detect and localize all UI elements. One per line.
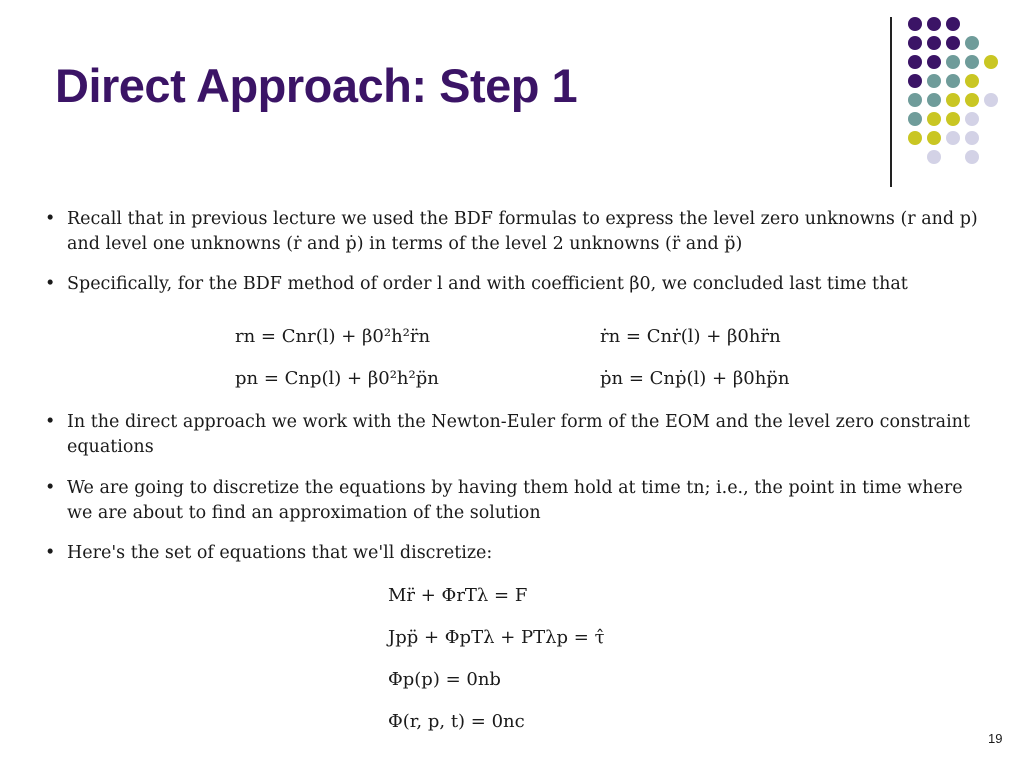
page-number: 19 — [988, 731, 1003, 746]
logo-dot — [927, 74, 941, 88]
logo-dot — [927, 93, 941, 107]
logo-dot — [927, 131, 941, 145]
logo-dot — [965, 150, 979, 164]
logo-dot — [965, 131, 979, 145]
title-divider — [890, 17, 892, 187]
bullet-item — [45, 207, 985, 257]
logo-dot — [965, 112, 979, 126]
bullet-text: Here's the set of equations that we'll discretize: — [67, 543, 493, 563]
bullet-marker: • — [45, 274, 56, 294]
logo-dot — [946, 55, 960, 69]
system-equation: Jpp̈ + ΦpTλ + PTλp = τ̂ — [388, 627, 605, 648]
bdf-equation: ṙn = Cnṙ(l) + β0hr̈n — [600, 326, 781, 347]
logo-dot — [908, 17, 922, 31]
bullet-item — [45, 541, 985, 566]
logo-dot — [927, 55, 941, 69]
logo-dot — [965, 93, 979, 107]
logo-dot — [908, 112, 922, 126]
bullet-marker: • — [45, 209, 56, 229]
bullet-item — [45, 476, 985, 526]
logo-dot-grid — [908, 12, 1008, 172]
logo-dot — [946, 93, 960, 107]
bullet-text: Specifically, for the BDF method of order l and with coefficient β0, we concluded last time that — [67, 274, 908, 294]
logo-dot — [927, 150, 941, 164]
logo-dot — [965, 36, 979, 50]
logo-dot — [927, 17, 941, 31]
bullet-item — [45, 410, 985, 460]
system-equation: Φp(p) = 0nb — [388, 669, 501, 690]
bullet-marker: • — [45, 543, 56, 563]
bullet-marker: • — [45, 478, 56, 498]
logo-dot — [946, 36, 960, 50]
logo-dot — [927, 112, 941, 126]
logo-dot — [908, 93, 922, 107]
bdf-equation: pn = Cnp(l) + β0²h²p̈n — [235, 368, 439, 389]
slide-title: Direct Approach: Step 1 — [55, 59, 578, 112]
logo-dot — [984, 93, 998, 107]
logo-dot — [908, 74, 922, 88]
logo-dot — [908, 36, 922, 50]
logo-dot — [908, 55, 922, 69]
logo-dot — [965, 74, 979, 88]
bullet-text: Recall that in previous lecture we used the BDF formulas to express the level zero unknowns (r and p) and level one unknowns (ṙ and ṗ) in terms of the level 2 unknowns (r̈ and p̈) — [67, 209, 978, 254]
logo-dot — [946, 131, 960, 145]
logo-dot — [927, 36, 941, 50]
bdf-equation: rn = Cnr(l) + β0²h²r̈n — [235, 326, 431, 347]
bullet-item — [45, 272, 985, 297]
bullet-text: We are going to discretize the equations by having them hold at time tn; i.e., the point in time where we are about to find an approximation of the solution — [67, 478, 963, 523]
logo-dot — [908, 131, 922, 145]
logo-dot — [946, 17, 960, 31]
logo-dot — [946, 74, 960, 88]
logo-dot — [965, 55, 979, 69]
logo-dot — [946, 112, 960, 126]
bullet-text: In the direct approach we work with the Newton-Euler form of the EOM and the level zero constraint equations — [67, 412, 970, 457]
bullet-marker: • — [45, 412, 56, 432]
system-equation: Φ(r, p, t) = 0nc — [388, 711, 525, 732]
system-equation: Mr̈ + ΦrTλ = F — [388, 585, 528, 606]
bdf-equation: ṗn = Cnṗ(l) + β0hp̈n — [600, 368, 790, 389]
logo-dot — [984, 55, 998, 69]
